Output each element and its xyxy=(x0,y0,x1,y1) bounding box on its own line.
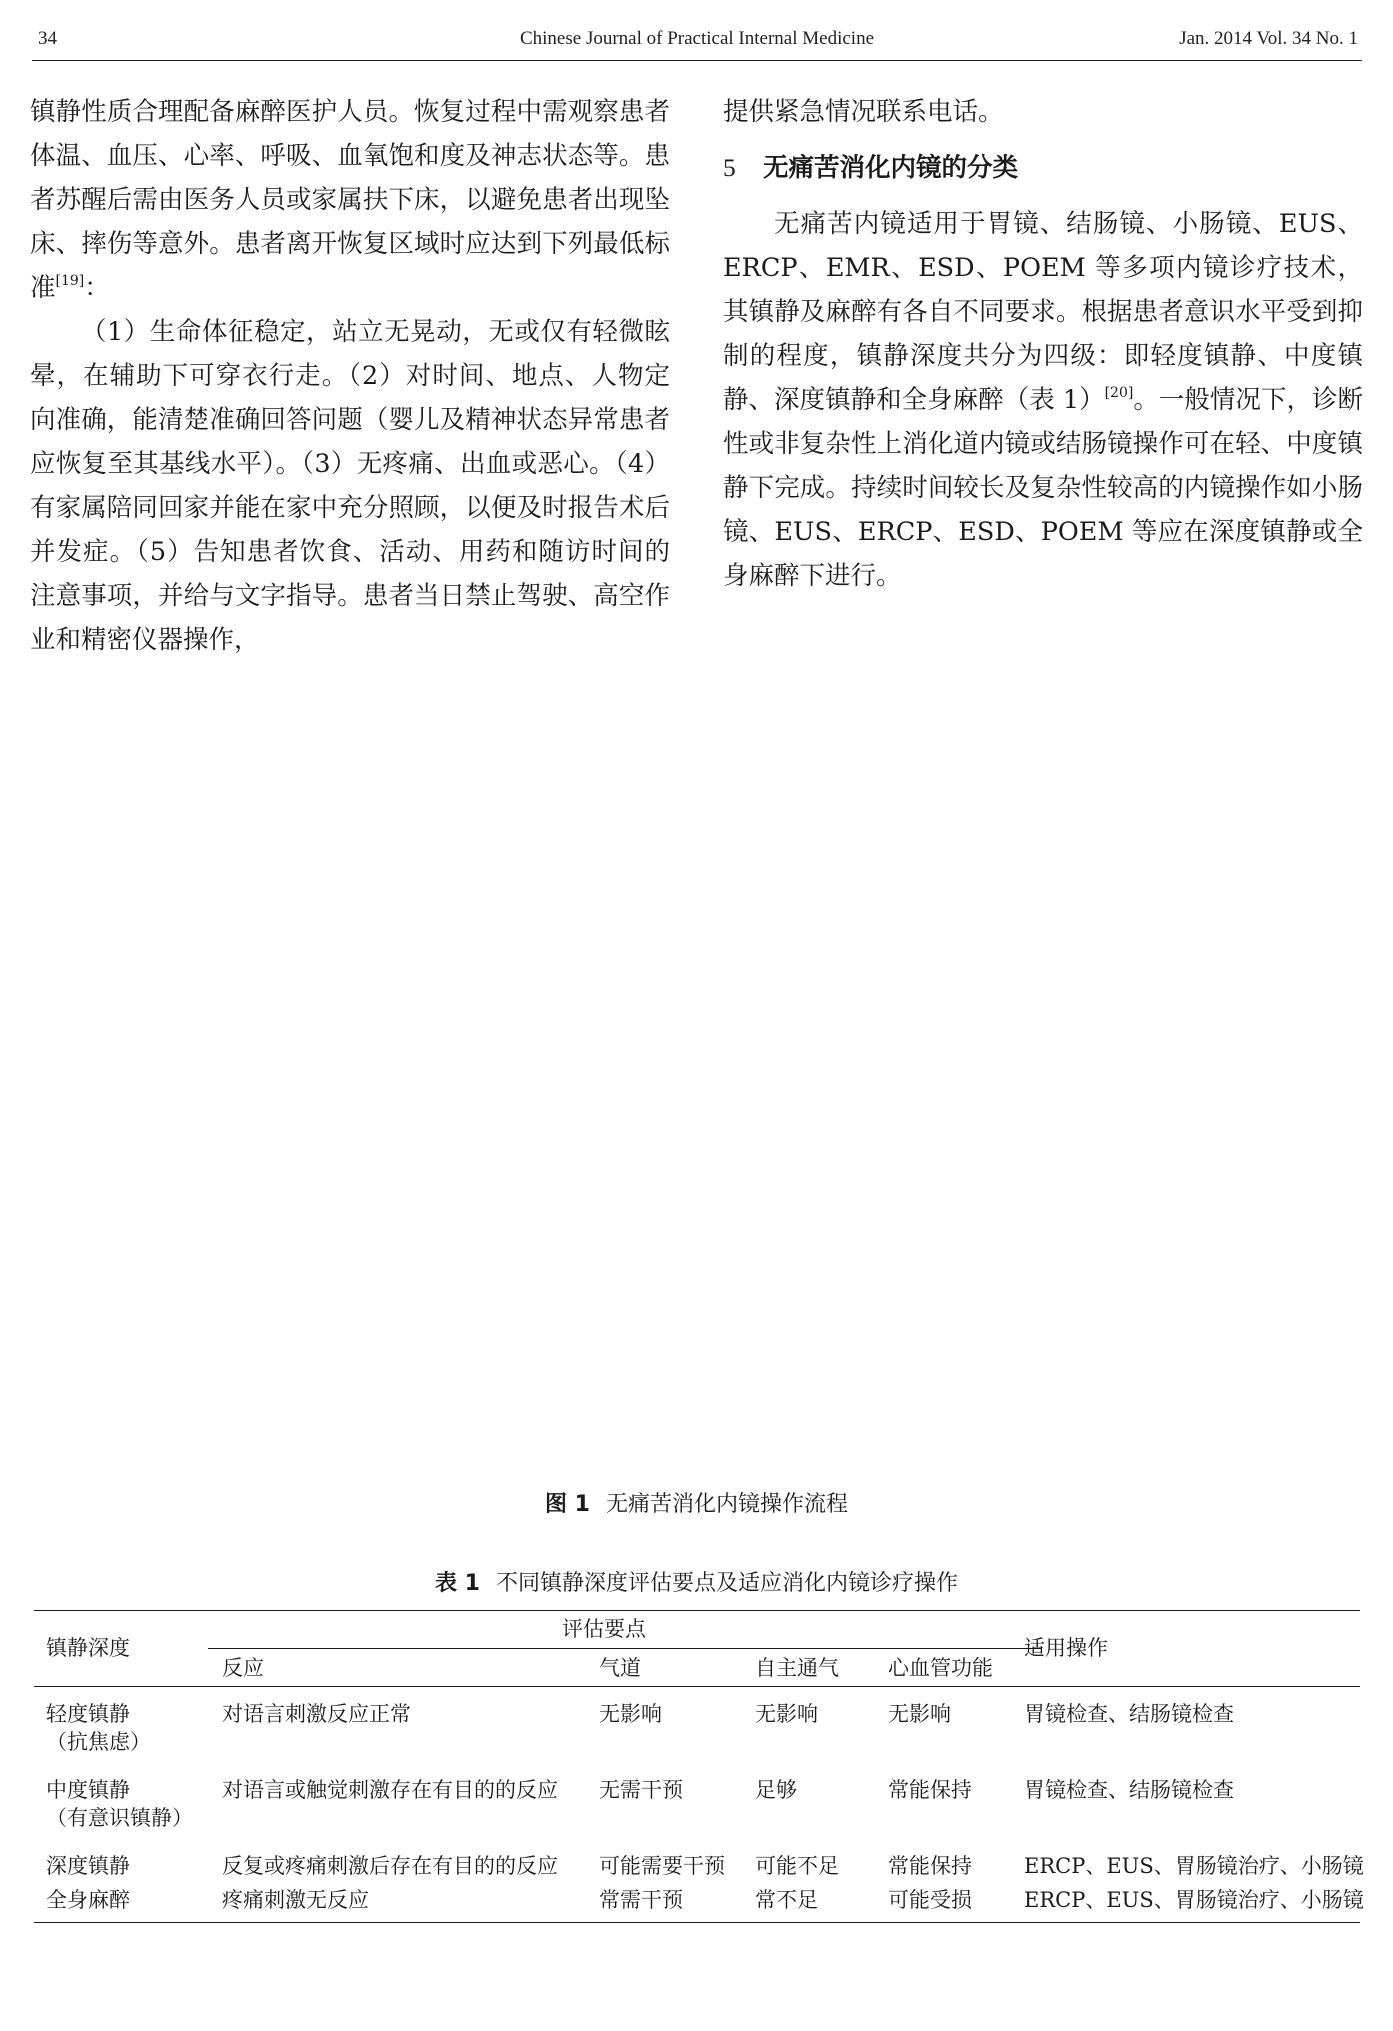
header-procedures: 适用操作 xyxy=(1024,1636,1108,1660)
table-title: 不同镇静深度评估要点及适应消化内镜诊疗操作 xyxy=(495,1571,958,1596)
issue-info: Jan. 2014 Vol. 34 No. 1 xyxy=(1179,28,1358,49)
header-cardio: 心血管功能 xyxy=(888,1656,993,1680)
header-depth: 镇静深度 xyxy=(46,1636,130,1660)
left-column xyxy=(30,90,670,662)
page-number: 34 xyxy=(38,28,57,49)
table-header-rule xyxy=(34,1686,1360,1687)
citation-19: [19] xyxy=(55,273,85,289)
header-response: 反应 xyxy=(222,1656,264,1680)
table-sub-rule xyxy=(208,1648,1042,1649)
right-column xyxy=(723,90,1363,598)
header-ventilation: 自主通气 xyxy=(755,1656,839,1680)
header-assessment: 评估要点 xyxy=(562,1617,646,1641)
right-paragraph-1: 提供紧急情况联系电话。 xyxy=(723,97,1004,127)
right-paragraph-2: 无痛苦内镜适用于胃镜、结肠镜、小肠镜、EUS、ERCP、EMR、ESD、POEM 等多项内镜诊疗技术，其镇静及麻醉有各自不同要求。根据患者意识水平受到抑制的程度，镇静深度共分为四级：即轻度镇静、中度镇静、深度镇静和全身麻醉（表 1）[20]。一般情况下，诊断性或非复杂性上消化道内镜或结肠镜操作可在轻、中度镇静下完成。持续时间较长及复杂性较高的内镜操作如小肠镜、EUS、ERCP、ESD、POEM 等应在深度镇静或全身麻醉下进行。 xyxy=(723,209,1363,591)
table-label: 表 1 xyxy=(435,1571,480,1596)
figure-title: 无痛苦消化内镜操作流程 xyxy=(605,1492,848,1517)
running-header xyxy=(32,26,1362,61)
left-paragraph-2: （1）生命体征稳定，站立无晃动，无或仅有轻微眩晕，在辅助下可穿衣行走。（2）对时间、地点、人物定向准确，能清楚准确回答问题（婴儿及精神状态异常患者应恢复至其基线水平）。（3）无疼痛、出血或恶心。（4）有家属陪同回家并能在家中充分照顾，以便及时报告术后并发症。（5）告知患者饮食、活动、用药和随访时间的注意事项，并给与文字指导。患者当日禁止驾驶、高空作业和精密仪器操作， xyxy=(30,317,670,655)
citation-20: [20] xyxy=(1104,385,1134,401)
table-caption xyxy=(0,1566,1393,1597)
table-top-rule xyxy=(34,1610,1360,1611)
figure-label: 图 1 xyxy=(545,1492,590,1517)
left-paragraph-1: 镇静性质合理配备麻醉医护人员。恢复过程中需观察患者体温、血压、心率、呼吸、血氧饱和度及神志状态等。患者苏醒后需由医务人员或家属扶下床，以避免患者出现坠床、摔伤等意外。患者离开恢复区域时应达到下列最低标准[19]： xyxy=(30,97,670,303)
journal-name: Chinese Journal of Practical Internal Medicine xyxy=(519,28,874,49)
figure-caption xyxy=(0,1487,1393,1518)
table-bottom-rule xyxy=(34,1922,1360,1923)
section-heading: 5 无痛苦消化内镜的分类 xyxy=(723,153,1019,183)
header-airway: 气道 xyxy=(599,1656,641,1680)
